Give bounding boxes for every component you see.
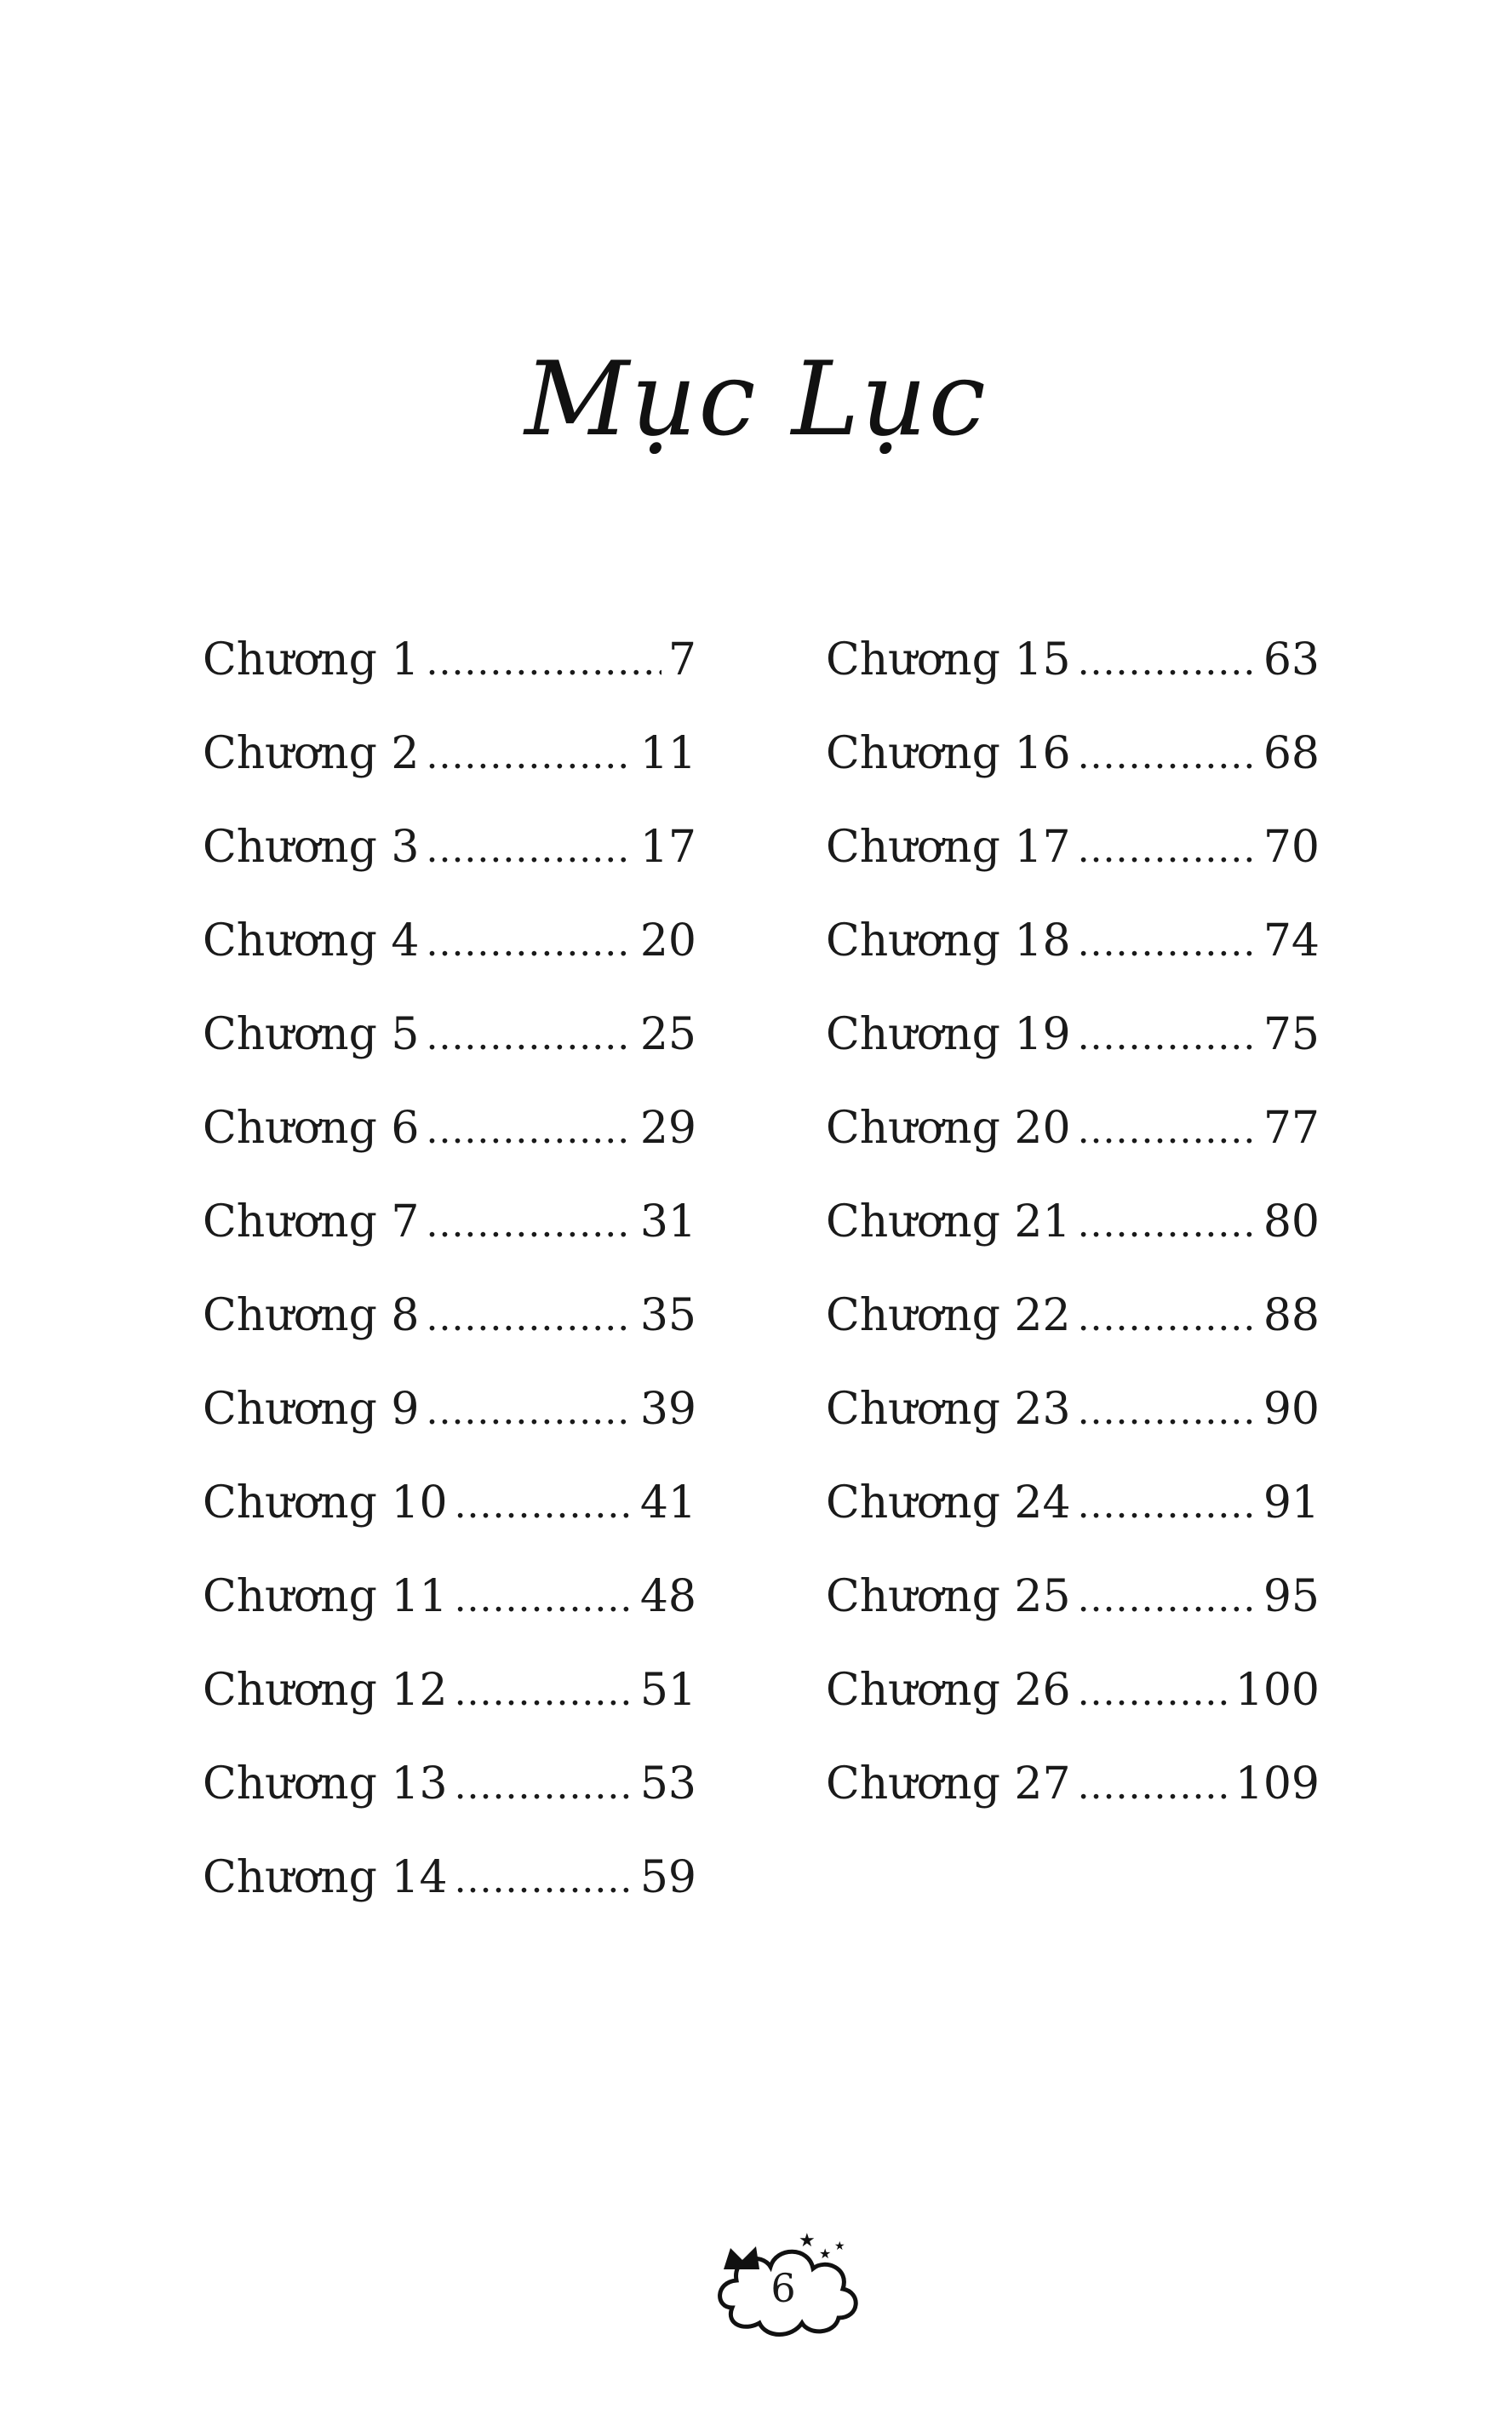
toc-entry[interactable] xyxy=(826,1362,1320,1456)
toc-leader-dots xyxy=(426,709,633,803)
toc-entry-label: Chương 8 xyxy=(203,1290,420,1341)
toc-entry[interactable] xyxy=(203,1269,696,1362)
svg-text:★: ★ xyxy=(819,2246,832,2262)
toc-entry[interactable] xyxy=(203,1175,696,1269)
toc-entry-label: Chương 11 xyxy=(203,1571,448,1622)
toc-entry-page: 77 xyxy=(1263,1103,1320,1154)
toc-entry-label: Chương 27 xyxy=(826,1758,1071,1810)
toc-entry-label: Chương 17 xyxy=(826,822,1071,873)
toc-entry-label: Chương 2 xyxy=(203,728,420,779)
toc-entry-page: 88 xyxy=(1263,1290,1320,1341)
toc-entry-page: 91 xyxy=(1263,1477,1320,1529)
toc-entry-page: 51 xyxy=(639,1665,696,1716)
toc-leader-dots xyxy=(426,1178,633,1271)
toc-entry-page: 20 xyxy=(639,915,696,966)
toc-entry-page: 39 xyxy=(639,1384,696,1435)
toc-leader-dots xyxy=(455,1833,633,1927)
toc-entry[interactable] xyxy=(826,1456,1320,1550)
page-number: 6 xyxy=(770,2265,796,2311)
toc-leader-dots xyxy=(455,1552,633,1646)
toc-entry-label: Chương 15 xyxy=(826,634,1071,685)
toc-entry-label: Chương 7 xyxy=(203,1196,420,1248)
svg-text:★: ★ xyxy=(799,2230,816,2251)
toc-leader-dots xyxy=(1078,616,1257,709)
toc-leader-dots xyxy=(1078,1365,1257,1459)
toc-entry-page: 11 xyxy=(639,728,696,779)
toc-entry[interactable] xyxy=(826,1081,1320,1175)
toc-entry[interactable] xyxy=(203,1643,696,1737)
toc-entry[interactable] xyxy=(203,613,696,707)
toc-leader-dots xyxy=(426,1084,633,1178)
toc-entry[interactable] xyxy=(826,800,1320,894)
toc-leader-dots xyxy=(1078,1459,1257,1552)
toc-entry-label: Chương 1 xyxy=(203,634,420,685)
toc-entry-label: Chương 24 xyxy=(826,1477,1071,1529)
toc-entry-page: 70 xyxy=(1263,822,1320,873)
toc-leader-dots xyxy=(426,1365,633,1459)
toc-entry-page: 75 xyxy=(1263,1009,1320,1060)
toc-entry[interactable] xyxy=(826,894,1320,988)
toc-entry-label: Chương 10 xyxy=(203,1477,448,1529)
toc-column-right xyxy=(826,613,1320,1831)
toc-leader-dots xyxy=(1078,1552,1257,1646)
toc-entry[interactable] xyxy=(826,1737,1320,1831)
toc-entry-page: 25 xyxy=(639,1009,696,1060)
toc-entry[interactable] xyxy=(203,1081,696,1175)
toc-leader-dots xyxy=(1078,803,1257,897)
toc-entry-label: Chương 23 xyxy=(826,1384,1071,1435)
toc-entry[interactable] xyxy=(826,707,1320,800)
toc-column-left xyxy=(203,613,696,1924)
toc-leader-dots xyxy=(1078,897,1257,990)
toc-entry-page: 7 xyxy=(667,634,696,685)
toc-entry-page: 100 xyxy=(1234,1665,1320,1716)
toc-leader-dots xyxy=(1078,709,1257,803)
toc-entry[interactable] xyxy=(203,988,696,1081)
toc-entry-page: 90 xyxy=(1263,1384,1320,1435)
toc-entry-page: 95 xyxy=(1263,1571,1320,1622)
toc-entry[interactable] xyxy=(826,1175,1320,1269)
toc-entry[interactable] xyxy=(826,1269,1320,1362)
toc-entry-page: 68 xyxy=(1263,728,1320,779)
toc-entry[interactable] xyxy=(203,1456,696,1550)
toc-leader-dots xyxy=(455,1459,633,1552)
toc-leader-dots xyxy=(455,1646,633,1740)
toc-entry-label: Chương 3 xyxy=(203,822,420,873)
svg-text:★: ★ xyxy=(834,2240,845,2253)
toc-entry-label: Chương 13 xyxy=(203,1758,448,1810)
toc-leader-dots xyxy=(426,990,633,1084)
toc-leader-dots xyxy=(426,616,661,709)
toc-entry[interactable] xyxy=(826,613,1320,707)
toc-entry-page: 29 xyxy=(639,1103,696,1154)
toc-entry[interactable] xyxy=(826,988,1320,1081)
toc-leader-dots xyxy=(1078,1740,1228,1833)
toc-entry[interactable] xyxy=(826,1550,1320,1643)
toc-leader-dots xyxy=(455,1740,633,1833)
toc-entry-label: Chương 25 xyxy=(826,1571,1071,1622)
toc-entry-label: Chương 14 xyxy=(203,1852,448,1903)
toc-entry-page: 109 xyxy=(1234,1758,1320,1810)
toc-entry[interactable] xyxy=(203,707,696,800)
toc-entry-label: Chương 20 xyxy=(826,1103,1071,1154)
toc-leader-dots xyxy=(426,1271,633,1365)
toc-entry-label: Chương 19 xyxy=(826,1009,1071,1060)
toc-leader-dots xyxy=(1078,1178,1257,1271)
toc-entry-label: Chương 21 xyxy=(826,1196,1071,1248)
toc-entry-page: 53 xyxy=(639,1758,696,1810)
toc-entry[interactable] xyxy=(203,1831,696,1924)
toc-entry[interactable] xyxy=(203,800,696,894)
toc-leader-dots xyxy=(426,897,633,990)
toc-leader-dots xyxy=(1078,990,1257,1084)
toc-entry-page: 17 xyxy=(639,822,696,873)
toc-entry-label: Chương 16 xyxy=(826,728,1071,779)
toc-entry-page: 74 xyxy=(1263,915,1320,966)
toc-entry-label: Chương 12 xyxy=(203,1665,448,1716)
toc-entry-label: Chương 6 xyxy=(203,1103,420,1154)
toc-entry[interactable] xyxy=(826,1643,1320,1737)
toc-leader-dots xyxy=(426,803,633,897)
toc-entry-page: 48 xyxy=(639,1571,696,1622)
toc-entry-label: Chương 26 xyxy=(826,1665,1071,1716)
toc-entry-label: Chương 18 xyxy=(826,915,1071,966)
toc-entry-label: Chương 22 xyxy=(826,1290,1071,1341)
page-title: Mục Lục xyxy=(524,341,988,459)
toc-entry[interactable] xyxy=(203,1362,696,1456)
toc-leader-dots xyxy=(1078,1084,1257,1178)
toc-entry[interactable] xyxy=(203,1550,696,1643)
toc-leader-dots xyxy=(1078,1646,1228,1740)
toc-entry-label: Chương 4 xyxy=(203,915,420,966)
toc-entry-page: 41 xyxy=(639,1477,696,1529)
toc-entry-page: 80 xyxy=(1263,1196,1320,1248)
toc-entry-label: Chương 5 xyxy=(203,1009,420,1060)
toc-entry-page: 35 xyxy=(639,1290,696,1341)
toc-entry-page: 31 xyxy=(639,1196,696,1248)
toc-leader-dots xyxy=(1078,1271,1257,1365)
toc-entry[interactable] xyxy=(203,894,696,988)
toc-entry-page: 63 xyxy=(1263,634,1320,685)
toc-entry-label: Chương 9 xyxy=(203,1384,420,1435)
toc-entry-page: 59 xyxy=(639,1852,696,1903)
toc-entry[interactable] xyxy=(203,1737,696,1831)
